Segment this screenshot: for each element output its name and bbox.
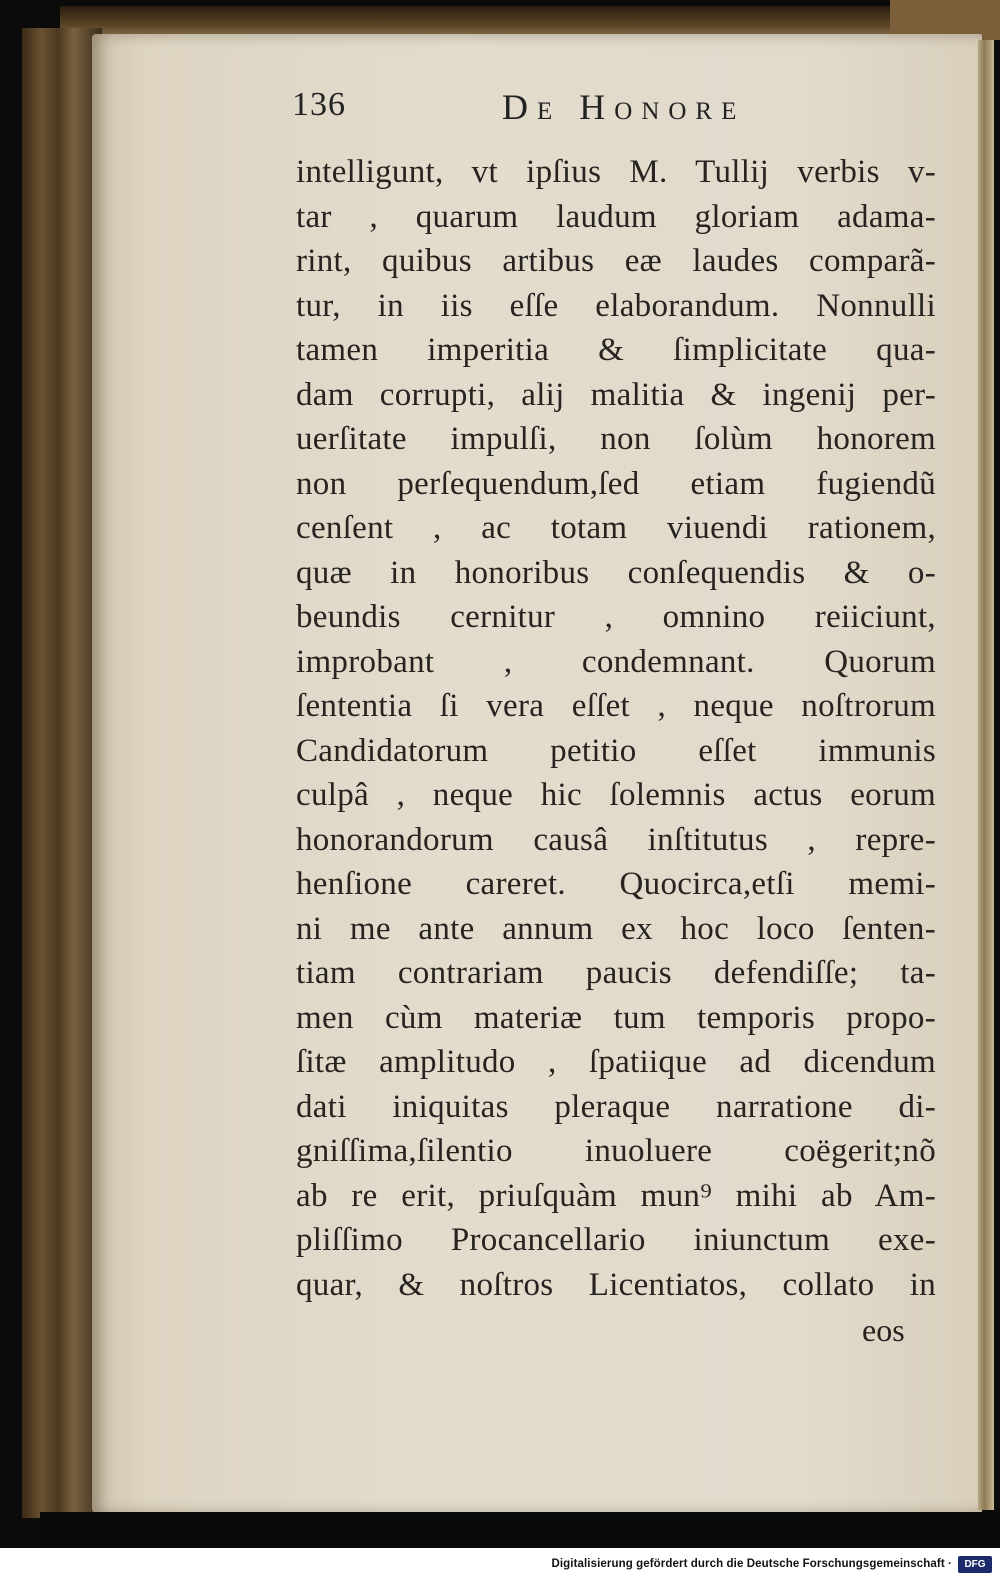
text-line: intelligunt, vt ipſius M. Tullij verbis v-: [296, 154, 936, 190]
book-bottom-edge: [40, 1512, 1000, 1548]
page-fore-edge: [978, 40, 994, 1510]
text-line: cenſent , ac totam viuendi rationem,: [296, 510, 936, 546]
text-line: uerſitate impulſi, non ſolùm honorem: [296, 421, 936, 457]
catchword: eos: [862, 1312, 905, 1348]
text-line: culpâ , neque hic ſolemnis actus eorum: [296, 777, 936, 813]
text-line: tamen imperitia & ſimplicitate qua-: [296, 332, 936, 368]
text-line: quar, & noſtros Licentiatos, collato in: [296, 1266, 936, 1303]
text-line: rint, quibus artibus eæ laudes comparã-: [296, 243, 936, 279]
text-line: ſententia ſi vera eſſet , neque noſtrorum: [296, 688, 936, 724]
text-line: beundis cernitur , omnino reiiciunt,: [296, 599, 936, 635]
text-line: non perſequendum,ſed etiam fugiendũ: [296, 465, 936, 502]
book-spine: [22, 28, 102, 1518]
text-line: tar , quarum laudum gloriam adama-: [296, 198, 936, 235]
text-line: improbant , condemnant. Quorum: [296, 643, 936, 680]
text-line: ſitæ amplitudo , ſpatiique ad dicendum: [296, 1044, 936, 1080]
text-line: dati iniquitas pleraque narratione di-: [296, 1088, 936, 1125]
text-line: ni me ante annum ex hoc loco ſenten-: [296, 910, 936, 947]
text-line: pliſſimo Procancellario iniunctum exe-: [296, 1222, 936, 1258]
text-line: tiam contrariam paucis defendiſſe; ta-: [296, 955, 936, 991]
text-line: ab re erit, priuſquàm mun⁹ mihi ab Am-: [296, 1177, 936, 1214]
footer-bar: [0, 1548, 1000, 1586]
text-line: gniſſima,ſilentio inuoluere coëgerit;nõ: [296, 1133, 936, 1169]
text-line: henſione careret. Quocirca,etſi memi-: [296, 866, 936, 902]
running-head: De Honore: [502, 87, 746, 127]
text-line: honorandorum causâ inſtitutus , repre-: [296, 821, 936, 858]
text-line: Candidatorum petitio eſſet immunis: [296, 732, 936, 769]
text-line: men cùm materiæ tum temporis propo-: [296, 999, 936, 1036]
body-text: [296, 150, 936, 1307]
funding-credit: Digitalisierung gefördert durch die Deutsche Forschungsgemeinschaft ·: [551, 1558, 952, 1570]
text-line: quæ in honoribus conſequendis & o-: [296, 554, 936, 591]
text-line: tur, in iis eſſe elaborandum. Nonnulli: [296, 287, 936, 324]
text-line: dam corrupti, alij malitia & ingenij per-: [296, 376, 936, 413]
page-header: [292, 86, 812, 136]
page-number: 136: [292, 86, 346, 123]
dfg-logo: DFG: [958, 1556, 992, 1573]
